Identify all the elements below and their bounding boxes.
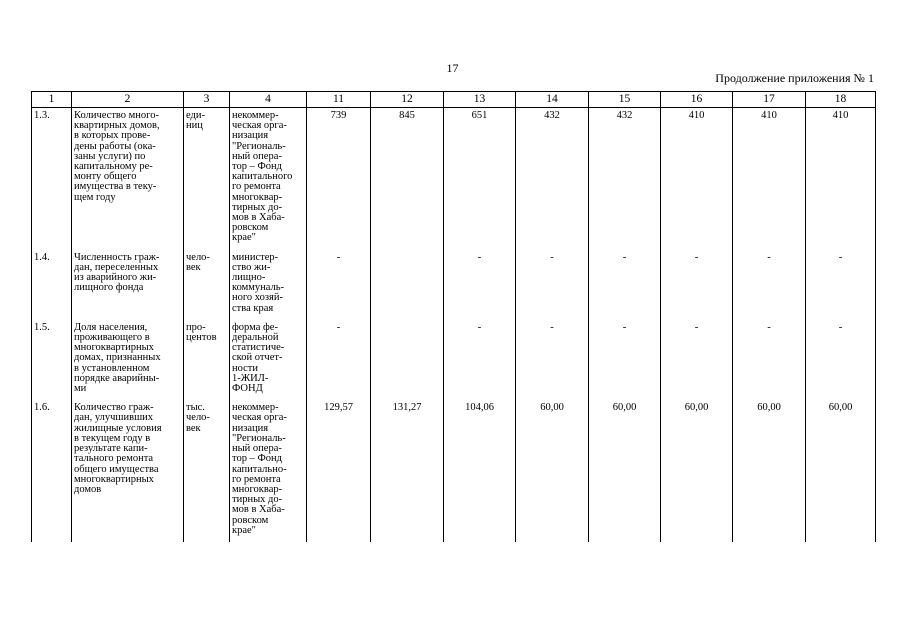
data-source-line: тор – Фонд [232,453,282,465]
column-header-11: 17 [733,92,806,108]
table-row [32,250,876,320]
unit-of-measure-line: про- [186,321,206,333]
data-source-line: "Региональ- [232,432,286,444]
indicator-name-line: дан, переселенных [74,261,159,273]
value-cell: 739 [307,108,371,250]
indicator-name-line: дены работы (ока- [74,140,156,152]
value-cell: - [733,320,806,400]
data-source-line: ности [232,362,258,374]
table-row [32,400,876,542]
table-header-row [32,92,876,108]
value-cell: - [589,320,661,400]
value-cell: - [806,320,876,400]
indicator-name-line: из аварийного жи- [74,272,157,284]
indicator-name-line: многоквартирных [74,342,154,354]
indicator-name-line: Численность граж- [74,251,160,263]
indicator-name-line: жилищные условия [74,422,162,434]
value-cell: 410 [733,108,806,250]
value-cell: 60,00 [516,400,589,542]
data-source-line: мов в Хаба- [232,212,285,224]
indicator-name-line: Количество много- [74,110,159,121]
value-cell: 845 [371,108,444,250]
data-source-line: ного хозяй- [232,292,283,304]
data-source-line: форма фе- [232,321,278,333]
data-source-line: статистиче- [232,342,285,354]
indicator-name-line: капитальному ре- [74,161,153,173]
data-source-line: 1-ЖИЛ- [232,372,269,384]
indicator-name-line: щем году [74,191,116,203]
unit-of-measure [184,108,230,250]
value-cell: 129,57 [307,400,371,542]
data-source-line: ства края [232,302,274,314]
unit-of-measure [184,320,230,400]
unit-of-measure-line: тыс. [186,402,205,414]
row-number: 1.6. [32,400,72,542]
value-cell: 432 [516,108,589,250]
data-source-line: ровском [232,222,269,234]
table-row [32,108,876,250]
data-source [230,320,307,400]
data-source [230,400,307,542]
column-header-2: 2 [72,92,184,108]
indicator-name-line: дан, улучшивших [74,412,154,424]
indicator-name [72,320,184,400]
value-cell: - [307,320,371,400]
value-cell: - [307,250,371,320]
data-source-line: министер- [232,251,279,263]
data-source-line: деральной [232,332,279,344]
column-header-4: 4 [230,92,307,108]
unit-of-measure-line: век [186,261,201,273]
table-row [32,320,876,400]
data-source-line: низация [232,130,269,142]
value-cell: - [444,250,516,320]
indicator-name-line: монту общего [74,171,137,183]
data-source-line: коммуналь- [232,282,285,294]
data-source-line: ческая орга- [232,412,287,424]
indicator-name-line: заны услуги) по [74,150,146,162]
value-cell: 410 [806,108,876,250]
indicator-name-line: в текущем году в [74,432,151,444]
indicator-name-line: лищного фонда [74,282,144,294]
value-cell: - [589,250,661,320]
data-source-line: крае" [232,232,256,244]
value-cell: 60,00 [589,400,661,542]
value-cell [371,320,444,400]
unit-of-measure-line: чело- [186,412,210,424]
unit-of-measure-line: чело- [186,251,210,263]
row-number: 1.4. [32,250,72,320]
unit-of-measure-line: век [186,422,201,434]
indicator-name-line: Доля населения, [74,321,148,333]
unit-of-measure-line: ниц [186,120,203,132]
data-source-line: низация [232,422,269,434]
data-source-line: го ремонта [232,181,281,193]
data-source-line: ный опера- [232,150,282,162]
data-source-line: го ремонта [232,473,281,485]
column-header-12: 18 [806,92,876,108]
data-source-line: тирных до- [232,201,283,213]
value-cell: 104,06 [444,400,516,542]
value-cell: - [661,250,733,320]
column-header-6: 12 [371,92,444,108]
value-cell: - [806,250,876,320]
unit-of-measure [184,250,230,320]
indicator-name-line: Количество граж- [74,402,154,414]
data-source-line: некоммер- [232,110,279,121]
data-source [230,108,307,250]
indicator-name-line: домов [74,483,102,495]
column-header-10: 16 [661,92,733,108]
column-header-3: 3 [184,92,230,108]
indicator-name-line: тального ремонта [74,453,154,465]
data-source-line: тор – Фонд [232,161,282,173]
value-cell: 60,00 [661,400,733,542]
column-header-5: 11 [307,92,371,108]
row-number: 1.3. [32,108,72,250]
value-cell: 651 [444,108,516,250]
data-source-line: капитального [232,171,293,183]
value-cell: - [516,250,589,320]
value-cell: - [733,250,806,320]
indicator-name-line: порядке аварийны- [74,372,160,384]
unit-of-measure [184,400,230,542]
indicator-name-line: общего имущества [74,463,159,475]
data-source-line: ство жи- [232,261,271,273]
data-source-line: "Региональ- [232,140,286,152]
data-source-line: мов в Хаба- [232,504,285,516]
data-source-line: крае" [232,524,256,536]
indicator-name-line: квартирных домов, [74,120,160,132]
appendix-continuation-label: Продолжение приложения № 1 [715,71,874,85]
data-source-line: капитально- [232,463,287,475]
column-header-8: 14 [516,92,589,108]
indicator-name-line: домах, признанных [74,352,161,364]
unit-of-measure-line: еди- [186,110,205,121]
data-source-line: ческая орга- [232,120,287,132]
indicator-name-line: проживающего в [74,332,150,344]
data-source-line: многоквар- [232,483,283,495]
value-cell: 432 [589,108,661,250]
value-cell: 131,27 [371,400,444,542]
value-cell [371,250,444,320]
data-source-line: ровском [232,514,269,526]
indicator-name [72,108,184,250]
data-source-line: лищно- [232,272,266,284]
indicator-name-line: результате капи- [74,443,148,455]
value-cell: - [516,320,589,400]
unit-of-measure-line: центов [186,332,217,344]
indicator-name [72,250,184,320]
value-cell: 410 [661,108,733,250]
value-cell: 60,00 [733,400,806,542]
value-cell: 60,00 [806,400,876,542]
indicators-table [31,91,876,542]
data-source-line: ный опера- [232,443,282,455]
indicator-name-line: многоквартирных [74,473,154,485]
row-number: 1.5. [32,320,72,400]
page-number: 17 [446,61,459,75]
column-header-1: 1 [32,92,72,108]
data-source [230,250,307,320]
data-source-line: некоммер- [232,402,279,414]
data-source-line: ской отчет- [232,352,283,364]
indicator-name-line: имущества в теку- [74,181,157,193]
column-header-7: 13 [444,92,516,108]
table-body [32,108,876,542]
value-cell: - [444,320,516,400]
data-source-line: многоквар- [232,191,283,203]
indicator-name-line: в которых прове- [74,130,151,142]
data-source-line: тирных до- [232,494,283,506]
value-cell: - [661,320,733,400]
column-header-9: 15 [589,92,661,108]
indicator-name [72,400,184,542]
indicator-name-line: в установленном [74,362,150,374]
data-source-line: ФОНД [232,383,263,395]
indicator-name-line: ми [74,383,87,395]
